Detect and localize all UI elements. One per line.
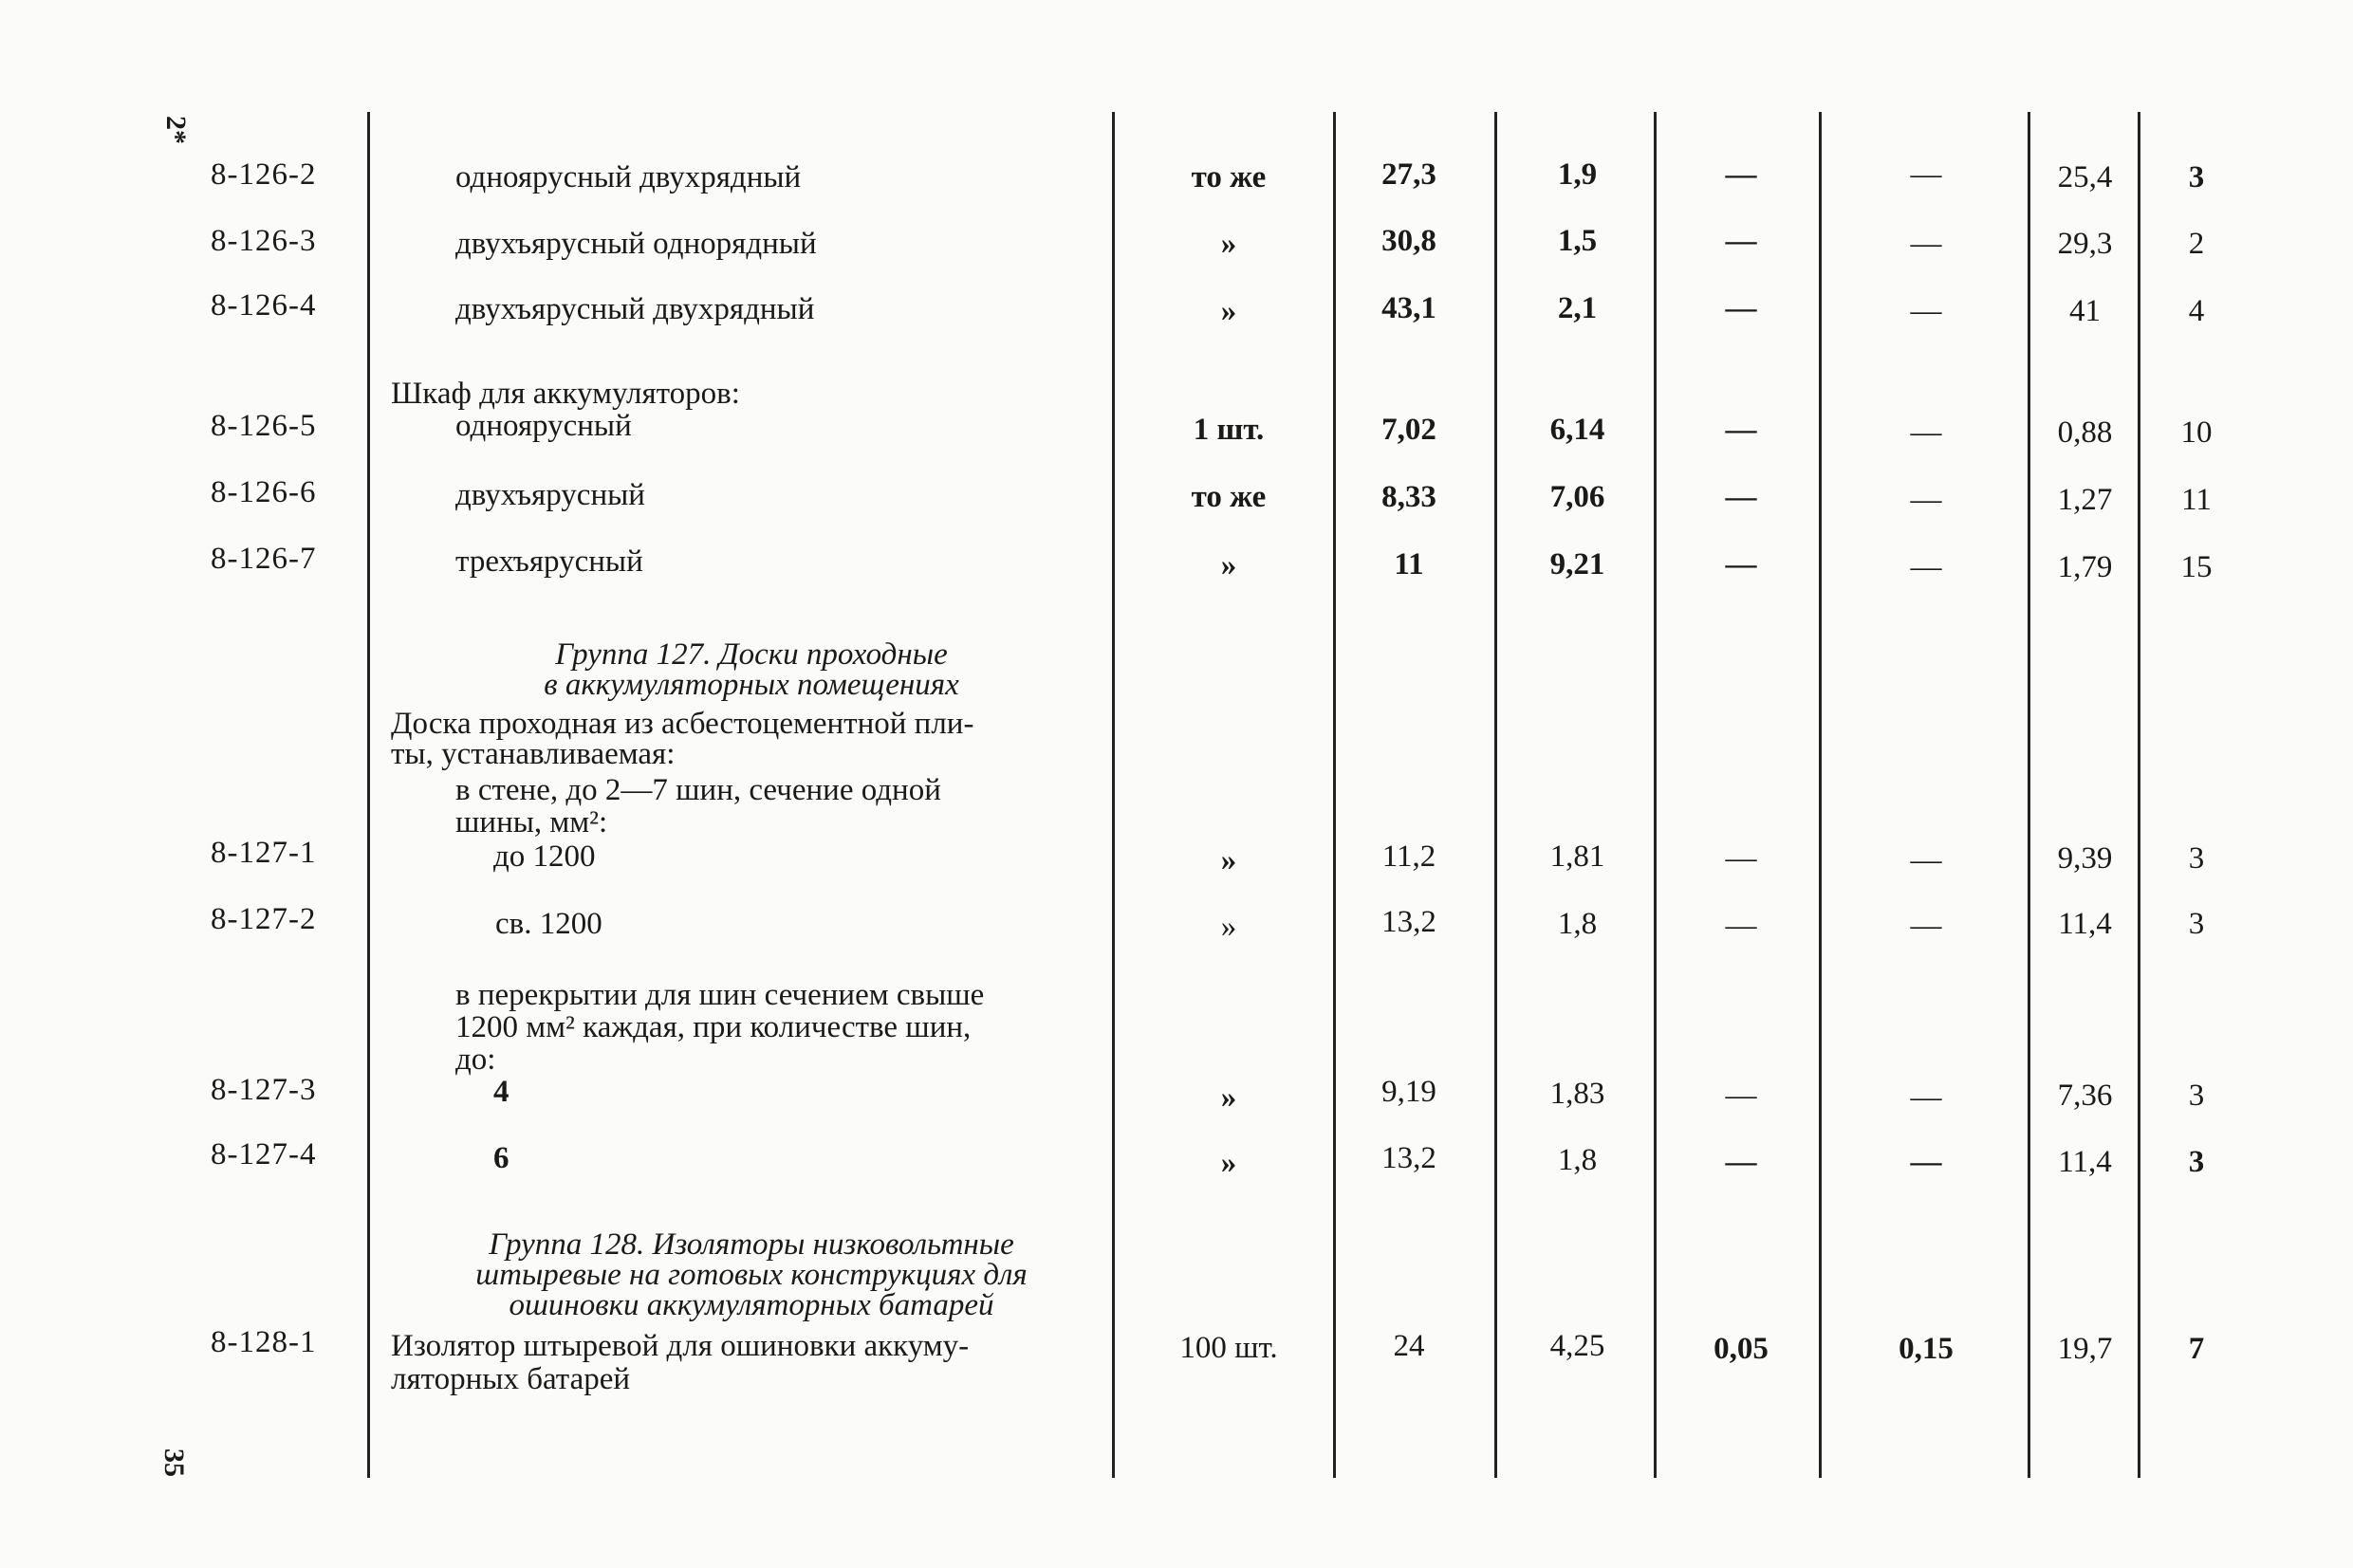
row-value-3: — (1725, 157, 1757, 192)
row-value-6: 3 (2188, 1079, 2205, 1113)
row-code: 8-126-2 (211, 157, 317, 192)
row-value-5: 29,3 (2057, 227, 2113, 261)
paragraph-line: в стене, до 2—7 шин, сечение одной (455, 773, 941, 807)
row-value-3: — (1725, 480, 1757, 514)
row-value-5: 0,88 (2057, 415, 2113, 450)
section-heading: Шкаф для аккумуляторов: (391, 377, 740, 411)
row-code: 8-126-6 (211, 475, 317, 509)
group-heading-line: Группа 127. Доски проходные (555, 637, 948, 672)
row-unit: 1 шт. (1193, 413, 1265, 447)
row-value-1: 7,02 (1381, 413, 1436, 447)
row-description: двухъярусный (455, 478, 645, 512)
row-value-2: 2,1 (1557, 291, 1598, 325)
row-value-3: — (1725, 224, 1757, 258)
group-heading-128 (391, 1229, 1112, 1320)
row-unit: то же (1191, 160, 1267, 194)
row-value-3: — (1725, 1145, 1757, 1179)
row-code: 8-127-2 (211, 902, 317, 936)
row-description: двухъярусный двухрядный (455, 292, 815, 326)
row-value-6: 7 (2188, 1332, 2205, 1366)
row-code: 8-126-7 (211, 542, 317, 576)
row-code: 8-127-3 (211, 1073, 317, 1107)
row-unit: » (1220, 294, 1237, 328)
row-value-6: 3 (2188, 160, 2205, 194)
row-value-1: 27,3 (1381, 157, 1436, 192)
row-value-1: 8,33 (1381, 480, 1436, 514)
row-value-1: 30,8 (1381, 224, 1436, 258)
row-value-3: — (1725, 413, 1757, 447)
row-value-5: 1,79 (2057, 550, 2113, 584)
row-description: до 1200 (493, 839, 596, 874)
row-value-5: 1,27 (2057, 483, 2113, 517)
row-value-2: 1,83 (1549, 1077, 1605, 1111)
row-value-6: 4 (2188, 294, 2205, 328)
row-value-3: — (1725, 1079, 1757, 1113)
column-rule (367, 112, 370, 1478)
row-description: двухъярусный однорядный (455, 227, 817, 261)
row-code: 8-126-5 (211, 409, 317, 443)
row-value-6: 2 (2188, 227, 2205, 261)
row-description: 6 (493, 1141, 510, 1175)
row-unit: » (1220, 1146, 1237, 1180)
row-code: 8-127-4 (211, 1137, 317, 1171)
paragraph-line: ты, устанавливаемая: (391, 737, 676, 771)
group-heading-line: Группа 128. Изоляторы низковольтные (489, 1227, 1014, 1262)
row-code: 8-127-1 (211, 836, 317, 870)
row-unit: то же (1191, 480, 1267, 514)
row-description: св. 1200 (495, 907, 602, 941)
row-value-5: 41 (2069, 294, 2101, 328)
row-value-4: — (1910, 843, 1942, 877)
row-value-1: 43,1 (1381, 291, 1436, 325)
row-description: трехъярусный (455, 544, 643, 579)
paragraph-line: в перекрытии для шин сечением свыше (455, 978, 985, 1012)
paragraph-line: шины, мм²: (455, 805, 608, 839)
row-value-3: — (1725, 909, 1757, 943)
group-heading-127 (391, 639, 1112, 700)
row-value-3: — (1725, 841, 1757, 876)
group-heading-line: штыревые на готовых конструкциях для (475, 1258, 1028, 1292)
row-value-4: — (1910, 157, 1942, 192)
row-value-2: 1,8 (1557, 1143, 1598, 1177)
row-value-6: 10 (2180, 415, 2213, 450)
row-value-2: 1,9 (1557, 157, 1598, 192)
row-value-3: 0,05 (1714, 1332, 1769, 1366)
row-value-2: 1,8 (1557, 907, 1598, 941)
row-unit: » (1220, 227, 1237, 261)
paragraph-line: до: (455, 1042, 496, 1077)
row-unit: » (1220, 910, 1237, 944)
row-value-6: 15 (2180, 550, 2213, 584)
row-value-5: 11,4 (2058, 1145, 2112, 1179)
row-value-1: 13,2 (1381, 905, 1436, 939)
row-description: одноярусный двухрядный (455, 160, 802, 194)
row-code: 8-128-1 (211, 1325, 317, 1359)
row-value-5: 19,7 (2057, 1332, 2113, 1366)
row-value-1: 13,2 (1381, 1141, 1436, 1175)
row-value-2: 6,14 (1549, 413, 1605, 447)
row-value-4: — (1910, 550, 1942, 584)
row-unit: 100 шт. (1179, 1331, 1278, 1365)
row-value-4: — (1910, 227, 1942, 261)
row-value-4: — (1910, 1080, 1942, 1115)
row-value-4: — (1910, 909, 1942, 943)
row-value-2: 9,21 (1549, 547, 1605, 581)
row-value-6: 11 (2181, 483, 2212, 517)
row-value-6: 3 (2188, 1145, 2205, 1179)
row-value-4: — (1910, 483, 1942, 517)
row-value-4: — (1910, 415, 1942, 450)
row-value-5: 25,4 (2057, 160, 2113, 194)
row-code: 8-126-3 (211, 224, 317, 258)
row-value-2: 7,06 (1549, 480, 1605, 514)
row-unit: » (1220, 843, 1237, 877)
page-number: 35 (158, 1448, 190, 1477)
row-value-5: 9,39 (2057, 841, 2113, 876)
row-value-1: 9,19 (1381, 1075, 1436, 1109)
row-value-1: 11,2 (1381, 839, 1436, 874)
row-value-6: 3 (2188, 841, 2205, 876)
row-description: одноярусный (455, 409, 632, 443)
row-value-2: 4,25 (1549, 1329, 1605, 1363)
row-description: 4 (493, 1075, 510, 1109)
row-value-5: 7,36 (2057, 1079, 2113, 1113)
row-value-1: 11 (1394, 547, 1424, 581)
row-unit: » (1220, 1080, 1237, 1115)
row-code: 8-126-4 (211, 288, 317, 323)
row-value-4: — (1910, 294, 1942, 328)
group-heading-line: ошиновки аккумуляторных батарей (509, 1288, 994, 1322)
paragraph-line: 1200 мм² каждая, при количестве шин, (455, 1010, 972, 1044)
row-value-4: — (1910, 1145, 1942, 1179)
row-value-5: 11,4 (2058, 907, 2112, 941)
group-heading-line: в аккумуляторных помещениях (544, 668, 959, 702)
row-description-continued: ляторных батарей (391, 1362, 631, 1396)
row-value-4: 0,15 (1899, 1332, 1954, 1366)
row-value-3: — (1725, 547, 1757, 581)
signature-mark: 2* (160, 116, 192, 144)
row-value-2: 1,5 (1557, 224, 1598, 258)
column-rule (1494, 112, 1497, 1478)
row-value-3: — (1725, 291, 1757, 325)
paragraph-line: Доска проходная из асбестоцементной пли- (391, 707, 974, 741)
row-value-2: 1,81 (1549, 839, 1605, 874)
row-unit: » (1220, 548, 1237, 582)
row-value-1: 24 (1393, 1329, 1425, 1363)
row-description: Изолятор штыревой для ошиновки аккуму- (391, 1329, 970, 1363)
row-value-6: 3 (2188, 907, 2205, 941)
